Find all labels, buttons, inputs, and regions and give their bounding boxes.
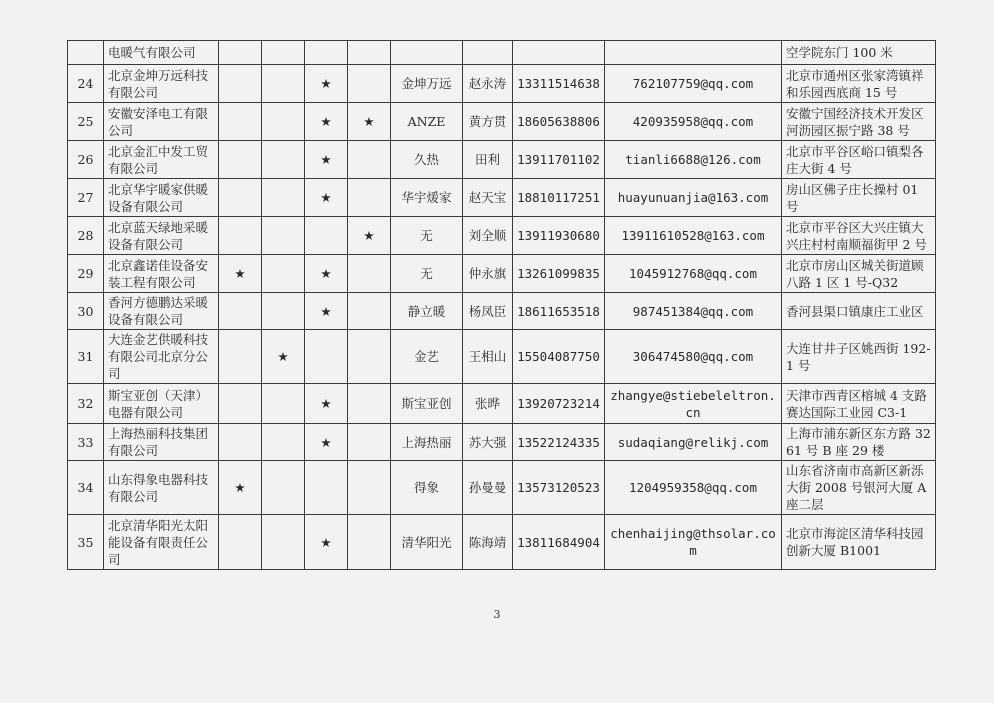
contact-person: 孙曼曼 (463, 461, 513, 515)
email-address: 987451384@qq.com (605, 293, 782, 330)
category-3-mark (305, 217, 348, 255)
brand-name: 金坤万远 (391, 65, 463, 103)
contact-person: 仲永旗 (463, 255, 513, 293)
company-address: 北京市海淀区清华科技园创新大厦 B1001 (782, 515, 936, 570)
phone-number: 18605638806 (513, 103, 605, 141)
category-4-mark (348, 330, 391, 384)
table-row (68, 41, 936, 65)
category-3-mark: ★ (305, 255, 348, 293)
contact-person: 赵永涛 (463, 65, 513, 103)
company-table (67, 40, 936, 570)
category-2-mark: ★ (262, 330, 305, 384)
company-address: 天津市西青区榕城 4 支路赛达国际工业园 C3-1 (782, 384, 936, 424)
phone-number: 13811684904 (513, 515, 605, 570)
category-3-mark (305, 461, 348, 515)
company-address: 香河县渠口镇康庄工业区 (782, 293, 936, 330)
phone-number: 13573120523 (513, 461, 605, 515)
brand-name: 华宇煖家 (391, 179, 463, 217)
category-4-mark (348, 141, 391, 179)
company-address: 北京市平谷区大兴庄镇大兴庄村村南顺福街甲 2 号 (782, 217, 936, 255)
category-2-mark (262, 384, 305, 424)
category-1-mark (219, 293, 262, 330)
category-4-mark (348, 515, 391, 570)
table-row (68, 330, 936, 384)
table-row (68, 461, 936, 515)
company-name: 斯宝亚创（天津）电器有限公司 (104, 384, 219, 424)
row-number (68, 41, 104, 65)
category-2-mark (262, 461, 305, 515)
category-2-mark (262, 141, 305, 179)
category-4-mark (348, 384, 391, 424)
phone-number: 13522124335 (513, 424, 605, 461)
phone-number: 13920723214 (513, 384, 605, 424)
category-3-mark (305, 330, 348, 384)
brand-name: 无 (391, 255, 463, 293)
category-1-mark (219, 141, 262, 179)
phone-number: 13911701102 (513, 141, 605, 179)
row-number: 24 (68, 65, 104, 103)
table-row (68, 424, 936, 461)
category-4-mark (348, 424, 391, 461)
email-address: 1204959358@qq.com (605, 461, 782, 515)
brand-name: 无 (391, 217, 463, 255)
category-1-mark (219, 65, 262, 103)
brand-name: ANZE (391, 103, 463, 141)
company-name: 北京鑫诺佳设备安装工程有限公司 (104, 255, 219, 293)
company-address: 安徽宁国经济技术开发区河沥园区振宁路 38 号 (782, 103, 936, 141)
category-3-mark: ★ (305, 384, 348, 424)
category-1-mark (219, 384, 262, 424)
contact-person: 田利 (463, 141, 513, 179)
email-address: tianli6688@126.com (605, 141, 782, 179)
company-name: 北京金汇中发工贸有限公司 (104, 141, 219, 179)
category-4-mark (348, 255, 391, 293)
company-name: 电暖气有限公司 (104, 41, 219, 65)
company-name: 大连金艺供暖科技有限公司北京分公司 (104, 330, 219, 384)
company-name: 山东得象电器科技有限公司 (104, 461, 219, 515)
email-address: 306474580@qq.com (605, 330, 782, 384)
table-row (68, 217, 936, 255)
contact-person: 陈海靖 (463, 515, 513, 570)
category-4-mark (348, 461, 391, 515)
category-3-mark: ★ (305, 293, 348, 330)
contact-person (463, 41, 513, 65)
category-2-mark (262, 515, 305, 570)
row-number: 34 (68, 461, 104, 515)
contact-person: 刘全顺 (463, 217, 513, 255)
brand-name: 得象 (391, 461, 463, 515)
brand-name: 清华阳光 (391, 515, 463, 570)
category-3-mark (305, 41, 348, 65)
category-4-mark (348, 41, 391, 65)
email-address: huayunuanjia@163.com (605, 179, 782, 217)
brand-name: 上海热丽 (391, 424, 463, 461)
category-4-mark (348, 293, 391, 330)
table-row (68, 255, 936, 293)
row-number: 26 (68, 141, 104, 179)
category-3-mark: ★ (305, 515, 348, 570)
company-address: 大连甘井子区姚西街 192-1 号 (782, 330, 936, 384)
company-address: 北京市通州区张家湾镇祥和乐园西底商 15 号 (782, 65, 936, 103)
category-4-mark: ★ (348, 103, 391, 141)
company-address: 北京市房山区城关街道顾八路 1 区 1 号-Q32 (782, 255, 936, 293)
contact-person: 杨凤臣 (463, 293, 513, 330)
email-address: chenhaijing@thsolar.com (605, 515, 782, 570)
company-address: 北京市平谷区峪口镇梨各庄大街 4 号 (782, 141, 936, 179)
table-row (68, 293, 936, 330)
contact-person: 张晔 (463, 384, 513, 424)
company-name: 北京华宇暖家供暖设备有限公司 (104, 179, 219, 217)
email-address: 420935958@qq.com (605, 103, 782, 141)
email-address: zhangye@stiebeleltron.cn (605, 384, 782, 424)
page-number: 3 (493, 608, 501, 621)
category-1-mark (219, 330, 262, 384)
brand-name: 久热 (391, 141, 463, 179)
company-name: 北京金坤万远科技有限公司 (104, 65, 219, 103)
table-row (68, 141, 936, 179)
contact-person: 苏大强 (463, 424, 513, 461)
company-name: 上海热丽科技集团有限公司 (104, 424, 219, 461)
contact-person: 黄方贯 (463, 103, 513, 141)
category-1-mark (219, 179, 262, 217)
row-number: 28 (68, 217, 104, 255)
category-2-mark (262, 41, 305, 65)
category-3-mark: ★ (305, 103, 348, 141)
email-address: 1045912768@qq.com (605, 255, 782, 293)
category-1-mark (219, 424, 262, 461)
category-2-mark (262, 293, 305, 330)
email-address: 13911610528@163.com (605, 217, 782, 255)
email-address: sudaqiang@relikj.com (605, 424, 782, 461)
company-name: 北京清华阳光太阳能设备有限责任公司 (104, 515, 219, 570)
category-2-mark (262, 255, 305, 293)
table-body (68, 41, 936, 570)
phone-number: 13261099835 (513, 255, 605, 293)
phone-number: 13911930680 (513, 217, 605, 255)
category-4-mark (348, 179, 391, 217)
brand-name: 斯宝亚创 (391, 384, 463, 424)
category-2-mark (262, 103, 305, 141)
company-name: 安徽安泽电工有限公司 (104, 103, 219, 141)
category-2-mark (262, 424, 305, 461)
table-row (68, 65, 936, 103)
company-address: 山东省济南市高新区新泺大街 2008 号银河大厦 A 座二层 (782, 461, 936, 515)
phone-number: 13311514638 (513, 65, 605, 103)
row-number: 27 (68, 179, 104, 217)
table-row (68, 384, 936, 424)
contact-person: 王相山 (463, 330, 513, 384)
company-name: 北京蓝天绿地采暖设备有限公司 (104, 217, 219, 255)
category-1-mark (219, 217, 262, 255)
company-address: 房山区佛子庄长操村 01 号 (782, 179, 936, 217)
row-number: 35 (68, 515, 104, 570)
brand-name: 静立暖 (391, 293, 463, 330)
row-number: 33 (68, 424, 104, 461)
category-4-mark: ★ (348, 217, 391, 255)
category-3-mark: ★ (305, 65, 348, 103)
category-4-mark (348, 65, 391, 103)
category-1-mark (219, 515, 262, 570)
category-2-mark (262, 65, 305, 103)
category-3-mark: ★ (305, 179, 348, 217)
company-address: 空学院东门 100 米 (782, 41, 936, 65)
email-address: 762107759@qq.com (605, 65, 782, 103)
phone-number: 18611653518 (513, 293, 605, 330)
category-1-mark: ★ (219, 461, 262, 515)
row-number: 25 (68, 103, 104, 141)
phone-number (513, 41, 605, 65)
category-1-mark (219, 103, 262, 141)
category-2-mark (262, 179, 305, 217)
row-number: 30 (68, 293, 104, 330)
company-name: 香河方德鹏达采暖设备有限公司 (104, 293, 219, 330)
email-address (605, 41, 782, 65)
table-row (68, 103, 936, 141)
phone-number: 15504087750 (513, 330, 605, 384)
row-number: 32 (68, 384, 104, 424)
table-row (68, 515, 936, 570)
row-number: 31 (68, 330, 104, 384)
category-1-mark (219, 41, 262, 65)
category-3-mark: ★ (305, 424, 348, 461)
contact-person: 赵天宝 (463, 179, 513, 217)
table-row (68, 179, 936, 217)
brand-name (391, 41, 463, 65)
company-address: 上海市浦东新区东方路 3261 号 B 座 29 楼 (782, 424, 936, 461)
category-2-mark (262, 217, 305, 255)
category-3-mark: ★ (305, 141, 348, 179)
brand-name: 金艺 (391, 330, 463, 384)
row-number: 29 (68, 255, 104, 293)
phone-number: 18810117251 (513, 179, 605, 217)
category-1-mark: ★ (219, 255, 262, 293)
